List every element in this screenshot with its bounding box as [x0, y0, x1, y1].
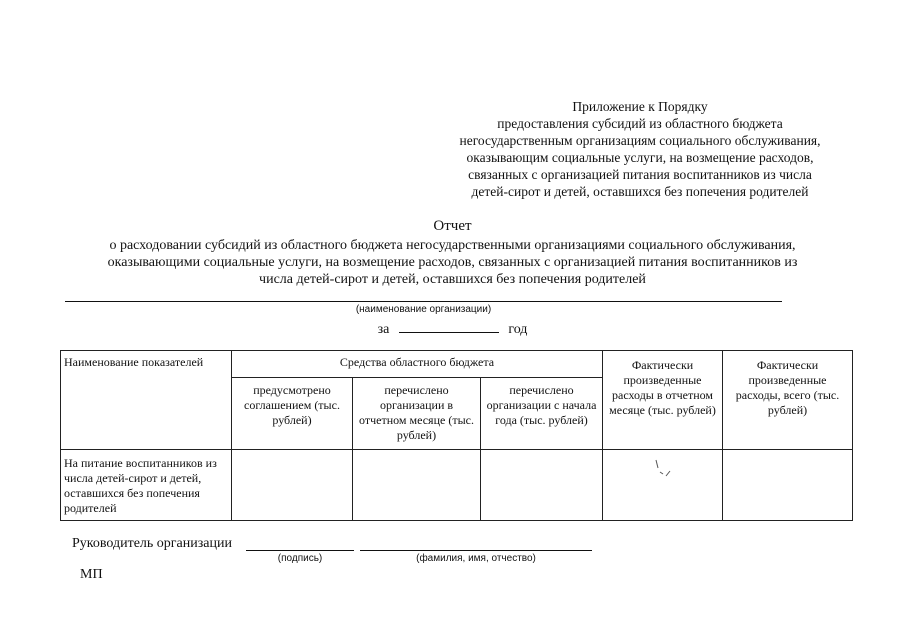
org-name-caption: (наименование организации) [355, 304, 492, 315]
year-prefix: за [377, 322, 390, 337]
year-field[interactable] [399, 318, 499, 333]
cell-year[interactable] [481, 450, 603, 521]
header-month: перечислено организации в отчетном месяце (тыс. рублей) [353, 378, 481, 450]
full-name-field[interactable] [360, 550, 592, 551]
cell-actual-total[interactable] [723, 450, 853, 521]
report-description [60, 237, 845, 288]
signature-label: Руководитель организации [72, 536, 232, 551]
appendix-line: Приложение к Порядку [572, 99, 708, 114]
appendix-line: оказывающим социальные услуги, на возмещение расходов, [466, 150, 814, 165]
cell-month[interactable] [353, 450, 481, 521]
report-description-line: оказывающими социальные услуги, на возмещение расходов, связанных с организацией питания воспитанников из [107, 255, 798, 270]
appendix-line: связанных с организацией питания воспитанников из числа [468, 167, 812, 182]
header-actual-month: Фактически произведенные расходы в отчетном месяце (тыс. рублей) [603, 351, 723, 450]
header-agreed: предусмотрено соглашением (тыс. рублей) [232, 378, 353, 450]
header-actual-total: Фактически произведенные расходы, всего (тыс. рублей) [723, 351, 853, 450]
report-table [60, 350, 853, 521]
header-indicator: Наименование показателей [61, 351, 232, 450]
table-row [61, 450, 853, 521]
org-name-field[interactable] [65, 301, 782, 302]
report-description-line: числа детей-сирот и детей, оставшихся без попечения родителей [259, 272, 646, 287]
full-name-caption: (фамилия, имя, отчество) [416, 553, 536, 564]
cell-actual-month[interactable] [603, 450, 723, 521]
signature-field[interactable] [246, 550, 354, 551]
table-header-row [61, 351, 853, 378]
row-indicator: На питание воспитанников из числа детей-сирот и детей, оставшихся без попечения родителей [61, 450, 232, 521]
header-year: перечислено организации с начала года (тыс. рублей) [481, 378, 603, 450]
appendix-block [400, 98, 880, 200]
appendix-line: негосударственным организациям социального обслуживания, [459, 133, 821, 148]
cell-agreed[interactable] [232, 450, 353, 521]
appendix-line: предоставления субсидий из областного бюджета [497, 116, 783, 131]
report-description-line: о расходовании субсидий из областного бюджета негосударственными организациями социального обслуживания, [109, 238, 796, 253]
year-suffix: год [508, 322, 528, 337]
appendix-line: детей-сирот и детей, оставшихся без попечения родителей [471, 184, 809, 199]
signature-caption: (подпись) [277, 553, 323, 564]
header-budget-group: Средства областного бюджета [232, 351, 603, 378]
year-row [0, 318, 905, 338]
scan-mark-icon [648, 454, 678, 484]
stamp-label: МП [80, 567, 103, 582]
report-title: Отчет [433, 218, 472, 234]
